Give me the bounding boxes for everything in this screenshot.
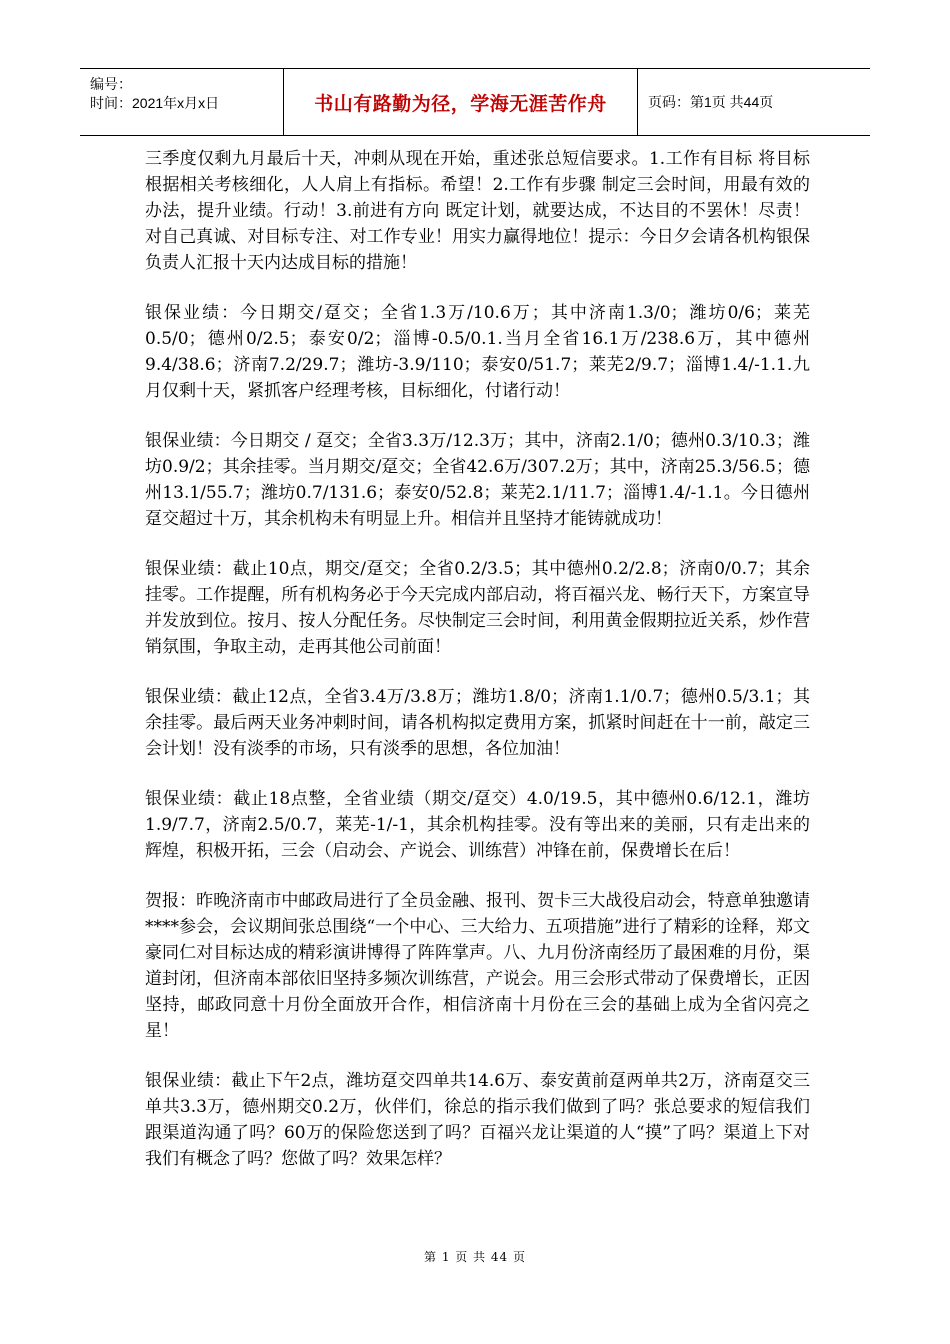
header-page-number: 页码：第1页 共44页 — [648, 94, 774, 110]
page-footer: 第 1 页 共 44 页 — [424, 1250, 526, 1264]
paragraph: 银保业绩：今日期交 / 趸交；全省3.3万/12.3万；其中，济南2.1/0；德州0.3/10.3；潍坊0.9/2；其余挂零。当月期交/趸交；全省42.6万/307.2万；其中，济南25.3/56.5；德州13.1/55.7；潍坊0.7/131.6；泰安0/52.8；莱芜2.1/11.7；淄博1.4/-1.1。今日德州趸交超过十万，其余机构未有明显上升。相信并且坚持才能铸就成功！ — [145, 431, 810, 529]
page-header — [80, 68, 870, 136]
document-body — [145, 146, 810, 1196]
document-date: 时间：2021年x月x日 — [90, 95, 220, 111]
paragraph: 银保业绩：今日期交/趸交；全省1.3万/10.6万；其中济南1.3/0；潍坊0/6；莱芜0.5/0；德州0/2.5；泰安0/2；淄博-0.5/0.1.当月全省16.1万/238.6万，其中德州9.4/38.6；济南7.2/29.7；潍坊-3.9/110；泰安0/51.7；莱芜2/9.7；淄博1.4/-1.1.九月仅剩十天，紧抓客户经理考核，目标细化，付诸行动！ — [145, 303, 810, 401]
header-motto: 书山有路勤为径，学海无涯苦作舟 — [284, 69, 638, 135]
paragraph: 银保业绩：截止下午2点，潍坊趸交四单共14.6万、泰安黄前趸两单共2万，济南趸交三单共3.3万，德州期交0.2万，伙伴们，徐总的指示我们做到了吗？张总要求的短信我们跟渠道沟通了吗？60万的保险您送到了吗？百福兴龙让渠道的人“摸”了吗？渠道上下对我们有概念了吗？您做了吗？效果怎样？ — [145, 1071, 810, 1169]
header-meta — [80, 69, 284, 135]
document-number: 编号： — [90, 76, 132, 92]
paragraph: 银保业绩：截止18点整，全省业绩（期交/趸交）4.0/19.5，其中德州0.6/12.1，潍坊1.9/7.7，济南2.5/0.7，莱芜-1/-1，其余机构挂零。没有等出来的美丽，只有走出来的辉煌，积极开拓，三会（启动会、产说会、训练营）冲锋在前，保费增长在后！ — [145, 789, 810, 861]
paragraph: 贺报：昨晚济南市中邮政局进行了全员金融、报刊、贺卡三大战役启动会，特意单独邀请****参会，会议期间张总围绕“一个中心、三大给力、五项措施”进行了精彩的诠释，郑文豪同仁对目标达成的精彩演讲博得了阵阵掌声。八、九月份济南经历了最困难的月份，渠道封闭，但济南本部依旧坚持多频次训练营，产说会。用三会形式带动了保费增长，正因坚持，邮政同意十月份全面放开合作，相信济南十月份在三会的基础上成为全省闪亮之星！ — [145, 891, 810, 1041]
paragraph: 银保业绩：截止10点，期交/趸交；全省0.2/3.5；其中德州0.2/2.8；济南0/0.7；其余挂零。工作提醒，所有机构务必于今天完成内部启动，将百福兴龙、畅行天下，方案宣导并发放到位。按月、按人分配任务。尽快制定三会时间，利用黄金假期拉近关系，炒作营销氛围，争取主动，走再其他公司前面！ — [145, 559, 810, 657]
paragraph: 银保业绩：截止12点，全省3.4万/3.8万；潍坊1.8/0；济南1.1/0.7；德州0.5/3.1；其余挂零。最后两天业务冲刺时间，请各机构拟定费用方案，抓紧时间赶在十一前，敲定三会计划！没有淡季的市场，只有淡季的思想，各位加油！ — [145, 687, 810, 759]
paragraph: 三季度仅剩九月最后十天，冲刺从现在开始，重述张总短信要求。1.工作有目标 将目标根据相关考核细化，人人肩上有指标。希望！2.工作有步骤 制定三会时间，用最有效的办法，提升业绩。行动！3.前进有方向 既定计划，就要达成，不达目的不罢休！尽责！对自己真诚、对目标专注、对工作专业！用实力赢得地位！提示：今日夕会请各机构银保负责人汇报十天内达成目标的措施！ — [145, 149, 810, 273]
